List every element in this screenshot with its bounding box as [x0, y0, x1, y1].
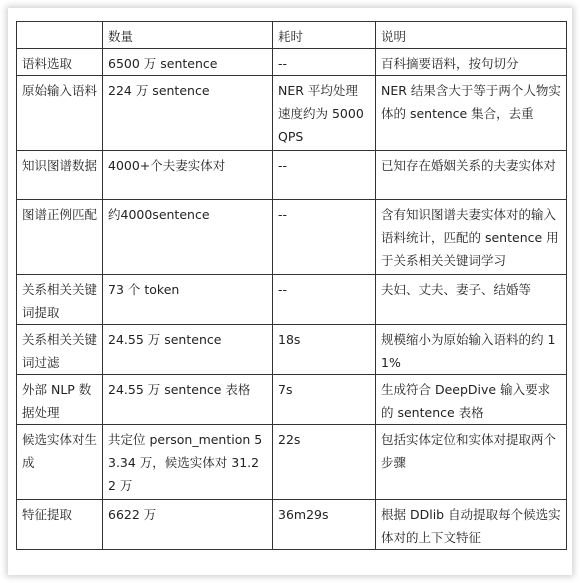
header-cell: 数量 — [103, 22, 273, 49]
table-cell: NER 平均处理速度约为 5000QPS — [273, 76, 376, 151]
table-cell: 特征提取 — [17, 500, 103, 550]
table-cell: 关系相关关键词提取 — [17, 275, 103, 325]
table-cell: -- — [273, 200, 376, 275]
table-cell: 24.55 万 sentence 表格 — [103, 375, 273, 425]
table-cell: 6500 万 sentence — [103, 49, 273, 76]
table-cell: -- — [273, 151, 376, 200]
header-cell: 耗时 — [273, 22, 376, 49]
table-cell: 24.55 万 sentence — [103, 325, 273, 375]
table-cell: 关系相关关键词过滤 — [17, 325, 103, 375]
table-row — [17, 151, 567, 200]
table-row — [17, 200, 567, 275]
header-cell: 说明 — [376, 22, 567, 49]
table-cell: 夫妇、丈夫、妻子、结婚等 — [376, 275, 567, 325]
table-cell: 约4000sentence — [103, 200, 273, 275]
data-table — [16, 21, 567, 550]
table-cell: 外部 NLP 数据处理 — [17, 375, 103, 425]
table-frame — [8, 8, 572, 575]
table-cell: 22s — [273, 425, 376, 500]
table-cell: 语料选取 — [17, 49, 103, 76]
table-cell: -- — [273, 49, 376, 76]
table-cell: 生成符合 DeepDive 输入要求的 sentence 表格 — [376, 375, 567, 425]
table-cell: 知识图谱数据 — [17, 151, 103, 200]
header-cell — [17, 22, 103, 49]
table-cell: 根据 DDlib 自动提取每个候选实体对的上下文特征 — [376, 500, 567, 550]
table-cell: 4000+个夫妻实体对 — [103, 151, 273, 200]
table-cell: 已知存在婚姻关系的夫妻实体对 — [376, 151, 567, 200]
table-row — [17, 76, 567, 151]
table-cell: 规模缩小为原始输入语料的约 11% — [376, 325, 567, 375]
table-cell: 7s — [273, 375, 376, 425]
table-cell: 百科摘要语料，按句切分 — [376, 49, 567, 76]
table-cell: 224 万 sentence — [103, 76, 273, 151]
table-cell: 图谱正例匹配 — [17, 200, 103, 275]
table-row — [17, 375, 567, 425]
table-cell: 6622 万 — [103, 500, 273, 550]
table-row — [17, 275, 567, 325]
table-cell: 原始输入语料 — [17, 76, 103, 151]
table-row — [17, 49, 567, 76]
table-cell: -- — [273, 275, 376, 325]
table-cell: 36m29s — [273, 500, 376, 550]
table-row — [17, 425, 567, 500]
table-cell: 候选实体对生成 — [17, 425, 103, 500]
table-header-row — [17, 22, 567, 49]
table-cell: 73 个 token — [103, 275, 273, 325]
table-cell: 18s — [273, 325, 376, 375]
table-cell: 共定位 person_mention 53.34 万，候选实体对 31.22 万 — [103, 425, 273, 500]
table-cell: NER 结果含大于等于两个人物实体的 sentence 集合，去重 — [376, 76, 567, 151]
table-cell: 包括实体定位和实体对提取两个步骤 — [376, 425, 567, 500]
table-row — [17, 325, 567, 375]
table-row — [17, 500, 567, 550]
table-cell: 含有知识图谱夫妻实体对的输入语料统计，匹配的 sentence 用于关系相关关键词学习 — [376, 200, 567, 275]
